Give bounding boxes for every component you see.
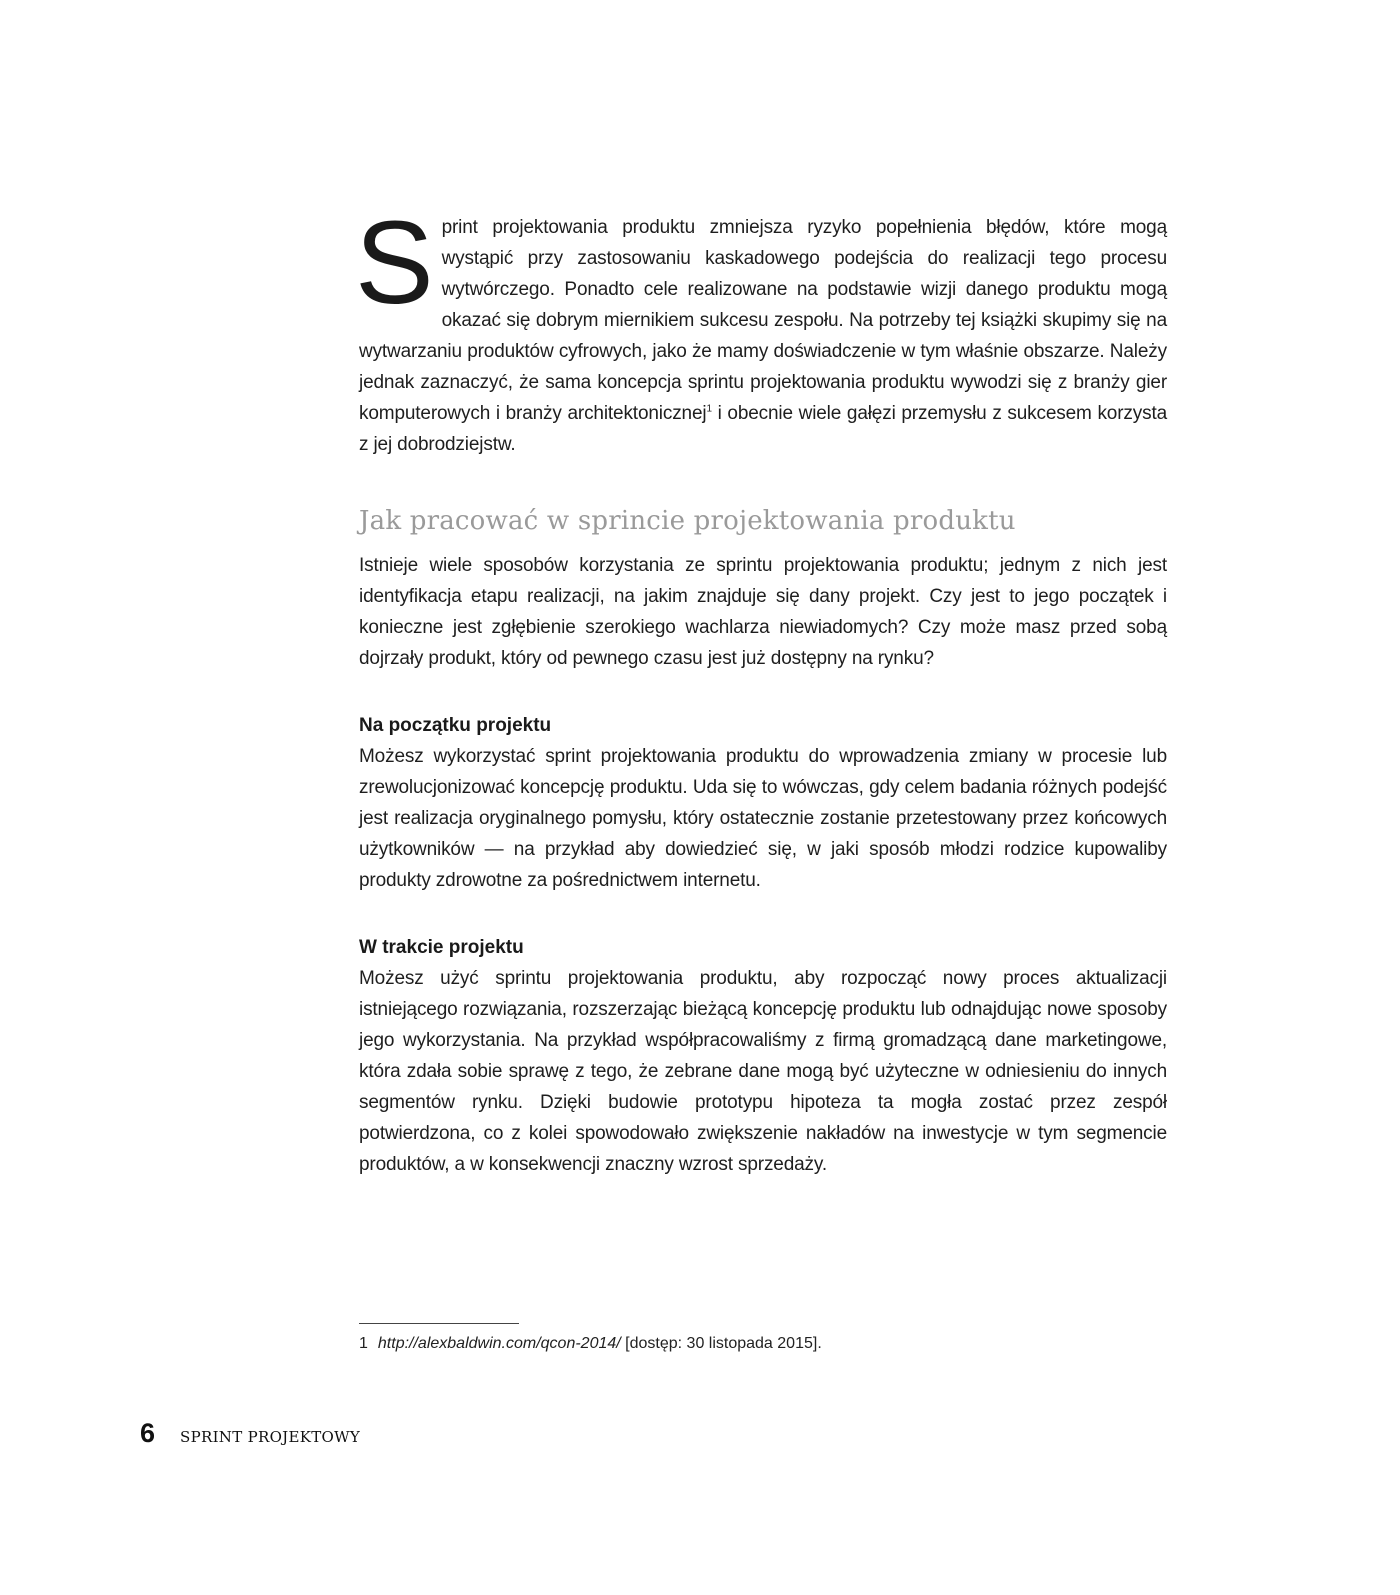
subsection-heading-during: W trakcie projektu (359, 937, 524, 958)
section-paragraph: Istnieje wiele sposobów korzystania ze sprintu projektowania produktu; jednym z nich jest identyfikacja etapu realizacji, na jakim znajduje się dany projekt. Czy jest to jego początek i konieczne jest zgłębienie szerokiego wachlarza niewiadomych? Czy może masz przed sobą dojrzały produkt, który od pewnego czasu jest już dostępny na rynku? (359, 555, 1167, 669)
subsection-paragraph-during: Możesz użyć sprintu projektowania produktu, aby rozpocząć nowy proces aktualizacji istniejącego rozwiązania, rozszerzając bieżącą koncepcję produktu lub odnajdując nowe sposoby jego wykorzystania. Na przykład współpracowaliśmy z firmą gromadzącą dane marketingowe, która zdała sobie sprawę z tego, że zebrane dane mogą być użyteczne w odniesieniu do innych segmentów rynku. Dzięki budowie prototypu hipoteza ta mogła zostać przez zespół potwierdzona, co z kolei spowodowało zwiększenie nakładów na inwestycje w tym segmencie produktów, a w konsekwencji znaczny wzrost sprzedaży. (359, 968, 1167, 1175)
running-head: SPRINT PROJEKTOWY (180, 1428, 361, 1446)
subsection-heading-start: Na początku projektu (359, 715, 552, 736)
subsection-paragraph-start: Możesz wykorzystać sprint projektowania produktu do wprowadzenia zmiany w procesie lub zrewolucjonizować koncepcję produktu. Uda się to wówczas, gdy celem badania różnych podejść jest realizacja oryginalnego pomysłu, który ostatecznie zostanie przetestowany przez końcowych użytkowników — na przykład aby dowiedzieć się, w jaki sposób młodzi rodzice kupowaliby produkty zdrowotne za pośrednictwem internetu. (359, 746, 1167, 891)
footnote (359, 1333, 822, 1355)
intro-paragraph (355, 197, 1167, 460)
section-heading: Jak pracować w sprincie projektowania produktu (359, 506, 1016, 536)
main-text-column (355, 197, 1167, 1180)
footnote-reference: 1 (706, 403, 712, 415)
page-number: 6 (140, 1418, 156, 1448)
footnote-access-date: [dostęp: 30 listopada 2015]. (620, 1335, 822, 1352)
footnote-number: 1 (359, 1335, 368, 1352)
footnote-link[interactable]: http://alexbaldwin.com/qcon-2014/ (377, 1335, 621, 1352)
intro-text-end: i obecnie wiele gałęzi przemysłu z sukcesem korzysta z jej dobrodziejstw. (359, 403, 1167, 455)
footnote-divider (359, 1323, 519, 1324)
drop-cap: S (355, 197, 434, 329)
intro-text: print projektowania produktu zmniejsza ryzyko popełnienia błędów, które mogą wystąpić przy zastosowaniu kaskadowego podejścia do realizacji tego procesu wytwórczego. Ponadto cele realizowane na podstawie wizji danego produktu mogą okazać się dobrym miernikiem sukcesu zespołu. Na potrzeby tej książki skupimy się na wytwarzaniu produktów cyfrowych, jako że mamy doświadczenie w tym właśnie obszarze. Należy jednak zaznaczyć, że sama koncepcja sprintu projektowania produktu wywodzi się z branży gier komputerowych i branży architektonicznej (359, 217, 1167, 424)
